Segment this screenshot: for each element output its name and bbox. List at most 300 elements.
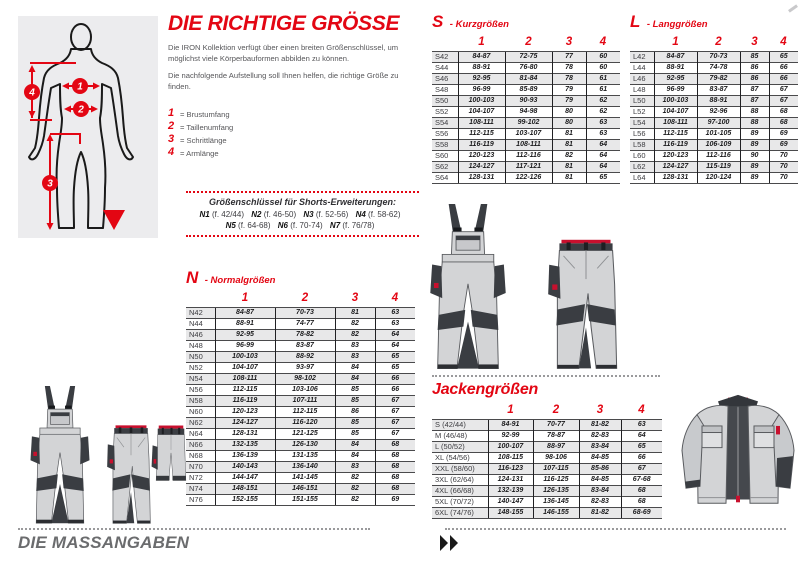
size-value: 78 — [552, 73, 586, 84]
column-header: 4 — [780, 36, 787, 48]
column-header: 1 — [241, 292, 249, 304]
size-value: 64 — [586, 150, 620, 161]
size-row-label: L46 — [630, 73, 654, 84]
size-value: 100-103 — [654, 95, 697, 106]
size-value: 132-139 — [488, 485, 533, 496]
size-value: 63 — [586, 117, 620, 128]
size-value: 67 — [375, 395, 415, 406]
table-row — [186, 417, 415, 428]
table-row — [186, 373, 415, 384]
shorts-key-code: N4 — [355, 209, 366, 219]
table-row — [432, 419, 662, 430]
table-name: - Langgrößen — [646, 19, 708, 30]
size-value: 116-125 — [533, 474, 579, 485]
size-value: 84-87 — [458, 51, 505, 62]
size-row-label: S46 — [432, 73, 458, 84]
intro-section — [168, 12, 424, 160]
separator-line — [445, 528, 786, 530]
shorts-key-range: (f. 46-50) — [263, 209, 297, 219]
size-value: 124-127 — [458, 161, 505, 172]
size-value: 86 — [740, 62, 769, 73]
size-value: 78 — [552, 62, 586, 73]
legend-item — [168, 147, 424, 160]
table-letter: S — [432, 12, 444, 31]
size-value: 121-125 — [275, 428, 335, 439]
jackengroessen-table-slot — [432, 404, 662, 519]
size-value: 96-99 — [654, 84, 697, 95]
column-header: 2 — [525, 36, 532, 48]
table-corner — [630, 36, 654, 51]
size-value: 81-84 — [505, 73, 552, 84]
shorts-key-range: (f. 76/78) — [342, 221, 375, 230]
table-row — [432, 150, 620, 161]
size-value: 63 — [586, 128, 620, 139]
size-value: 140-143 — [215, 461, 275, 472]
size-value: 116-120 — [275, 417, 335, 428]
shorts-key-line — [188, 210, 417, 219]
table-row — [630, 106, 798, 117]
legend-item — [168, 108, 424, 121]
table-row — [186, 340, 415, 351]
shorts-key-range: (f. 42/44) — [211, 209, 244, 219]
size-value: 97-100 — [697, 117, 740, 128]
size-row-label: N50 — [186, 351, 215, 362]
shorts-key-line — [188, 221, 417, 230]
size-value: 60 — [586, 51, 620, 62]
size-value: 66 — [375, 373, 415, 384]
size-value: 88-91 — [697, 95, 740, 106]
size-value: 76-80 — [505, 62, 552, 73]
intro-paragraph-2: Die nachfolgende Aufstellung soll Ihnen helfen, die richtige Größe zu finden. — [168, 71, 399, 91]
size-value: 62 — [586, 95, 620, 106]
size-value: 67 — [769, 84, 798, 95]
size-value: 83 — [335, 461, 375, 472]
double-arrow-icon — [438, 535, 462, 551]
size-row-label: S48 — [432, 84, 458, 95]
kurzgroessen-table-slot — [432, 36, 620, 184]
size-value: 122-126 — [505, 172, 552, 183]
size-value: 126-135 — [533, 485, 579, 496]
legend-label: = Schrittlänge — [180, 136, 227, 145]
size-value: 88-91 — [215, 318, 275, 329]
column-header: 1 — [507, 404, 514, 416]
jacken-table — [432, 404, 662, 519]
size-value: 86 — [740, 73, 769, 84]
table-row — [432, 441, 662, 452]
table-row — [186, 318, 415, 329]
size-value: 74-78 — [697, 62, 740, 73]
size-value: 140-147 — [488, 496, 533, 507]
table-row — [186, 461, 415, 472]
size-value: 82 — [552, 150, 586, 161]
size-value: 85-86 — [579, 463, 621, 474]
size-value: 67 — [375, 417, 415, 428]
table-row — [432, 117, 620, 128]
measurement-legend — [168, 108, 424, 160]
size-value: 69 — [769, 139, 798, 150]
size-value: 124-127 — [654, 161, 697, 172]
table-row — [630, 128, 798, 139]
table-row — [186, 362, 415, 373]
size-value: 68 — [769, 117, 798, 128]
size-row-label: L54 — [630, 117, 654, 128]
legend-label: = Brustumfang — [180, 110, 230, 119]
size-value: 68 — [375, 461, 415, 472]
langgroessen-title — [630, 12, 798, 32]
size-value: 70-73 — [275, 307, 335, 318]
size-value: 88-92 — [275, 351, 335, 362]
size-value: 107-111 — [275, 395, 335, 406]
size-row-label: N60 — [186, 406, 215, 417]
size-value: 141-145 — [275, 472, 335, 483]
table-row — [630, 161, 798, 172]
size-value: 60 — [586, 62, 620, 73]
table-row — [432, 73, 620, 84]
size-row-label: L42 — [630, 51, 654, 62]
size-value: 116-119 — [458, 139, 505, 150]
size-row-label: N64 — [186, 428, 215, 439]
size-value: 61 — [586, 84, 620, 95]
size-value: 100-103 — [215, 351, 275, 362]
size-value: 68-69 — [621, 507, 662, 518]
separator-line — [18, 528, 370, 530]
size-value: 67 — [375, 406, 415, 417]
legend-number: 1 — [168, 107, 175, 119]
size-value: 84 — [335, 373, 375, 384]
table-row — [186, 351, 415, 362]
shorts-key-code: N2 — [251, 209, 262, 219]
size-value: 81 — [552, 128, 586, 139]
size-value: 63 — [375, 307, 415, 318]
size-row-label: S58 — [432, 139, 458, 150]
size-value: 66 — [375, 384, 415, 395]
size-value: 83 — [335, 340, 375, 351]
size-value: 88-91 — [654, 62, 697, 73]
size-value: 74-77 — [275, 318, 335, 329]
size-value: 128-131 — [215, 428, 275, 439]
size-row-label: N44 — [186, 318, 215, 329]
size-value: 87 — [740, 84, 769, 95]
size-value: 146-155 — [533, 507, 579, 518]
size-value: 83 — [335, 351, 375, 362]
size-value: 99-102 — [505, 117, 552, 128]
column-header: 3 — [596, 404, 604, 416]
size-row-label: L62 — [630, 161, 654, 172]
shorts-key-code: N6 — [277, 221, 288, 230]
size-value: 120-123 — [654, 150, 697, 161]
size-row-label: L44 — [630, 62, 654, 73]
table-row — [432, 95, 620, 106]
size-value: 82 — [335, 329, 375, 340]
size-row-label: S54 — [432, 117, 458, 128]
svg-text:3: 3 — [47, 178, 53, 190]
table-row — [432, 485, 662, 496]
size-row-label: N56 — [186, 384, 215, 395]
table-row — [186, 494, 415, 505]
size-value: 63 — [621, 419, 662, 430]
column-header: 3 — [751, 36, 758, 48]
shorts-key-title: Größenschlüssel für Shorts-Erweiterungen: — [208, 197, 397, 207]
size-row-label: S44 — [432, 62, 458, 73]
size-value: 96-99 — [458, 84, 505, 95]
size-row-label: S56 — [432, 128, 458, 139]
size-value: 120-123 — [458, 150, 505, 161]
column-header: 4 — [599, 36, 607, 48]
table-name: - Normalgrößen — [204, 275, 276, 286]
size-value: 88-91 — [458, 62, 505, 73]
size-value: 86 — [335, 406, 375, 417]
size-value: 84-87 — [215, 307, 275, 318]
table-row — [630, 150, 798, 161]
size-value: 144-147 — [215, 472, 275, 483]
size-row-label: 3XL (62/64) — [432, 474, 488, 485]
table-row — [432, 62, 620, 73]
table-row — [432, 106, 620, 117]
size-value: 62 — [586, 106, 620, 117]
size-value: 64 — [586, 161, 620, 172]
size-value: 64 — [586, 139, 620, 150]
table-name: - Kurzgrößen — [449, 19, 509, 30]
size-value: 84 — [335, 439, 375, 450]
size-row-label: XL (54/56) — [432, 452, 488, 463]
size-value: 68 — [769, 106, 798, 117]
shorts-key-code: N3 — [303, 209, 314, 219]
table-row — [432, 452, 662, 463]
table-row — [630, 172, 798, 183]
size-row-label: N72 — [186, 472, 215, 483]
size-value: 69 — [375, 494, 415, 505]
table-row — [432, 161, 620, 172]
bib-overall-small-image — [24, 386, 96, 526]
size-value: 100-107 — [488, 441, 533, 452]
size-value: 82 — [335, 318, 375, 329]
size-row-label: N74 — [186, 483, 215, 494]
size-value: 61 — [586, 73, 620, 84]
size-value: 81 — [552, 139, 586, 150]
size-value: 117-121 — [505, 161, 552, 172]
body-silhouette-illustration — [18, 16, 158, 238]
lang-table — [630, 36, 798, 184]
size-value: 104-107 — [654, 106, 697, 117]
size-value: 72-75 — [505, 51, 552, 62]
size-value: 70-73 — [697, 51, 740, 62]
size-row-label: S (42/44) — [432, 419, 488, 430]
size-row-label: L56 — [630, 128, 654, 139]
shorts-key-range: (f. 64-68) — [238, 221, 271, 230]
size-row-label: N62 — [186, 417, 215, 428]
table-corner — [432, 404, 488, 419]
size-value: 68 — [375, 483, 415, 494]
size-value: 84-85 — [579, 474, 621, 485]
size-value: 82-83 — [579, 496, 621, 507]
shorts-key-range: (f. 52-56) — [315, 209, 349, 219]
kurzgroessen-title — [432, 12, 620, 32]
column-header: 3 — [565, 36, 573, 48]
table-row — [186, 395, 415, 406]
size-row-label: N66 — [186, 439, 215, 450]
size-row-label: M (46/48) — [432, 430, 488, 441]
jackengroessen-title: Jackengrößen — [432, 381, 539, 398]
size-row-label: 5XL (70/72) — [432, 496, 488, 507]
size-row-label: N46 — [186, 329, 215, 340]
size-row-label: L64 — [630, 172, 654, 183]
shorts-size-key-box — [186, 191, 419, 237]
size-row-label: S64 — [432, 172, 458, 183]
size-row-label: S52 — [432, 106, 458, 117]
size-row-label: L50 — [630, 95, 654, 106]
normalgroessen-table-slot — [186, 292, 415, 506]
size-row-label: L60 — [630, 150, 654, 161]
size-value: 120-123 — [215, 406, 275, 417]
size-value: 88 — [740, 117, 769, 128]
size-value: 85 — [335, 428, 375, 439]
size-value: 83-87 — [275, 340, 335, 351]
size-value: 81-82 — [579, 507, 621, 518]
table-row — [432, 463, 662, 474]
size-value: 85 — [335, 395, 375, 406]
size-value: 69 — [769, 128, 798, 139]
size-value: 66 — [769, 73, 798, 84]
size-value: 148-151 — [215, 483, 275, 494]
size-value: 152-155 — [215, 494, 275, 505]
table-row — [186, 428, 415, 439]
table-row — [186, 406, 415, 417]
size-value: 79 — [552, 84, 586, 95]
size-value: 116-119 — [215, 395, 275, 406]
table-row — [432, 430, 662, 441]
size-row-label: S50 — [432, 95, 458, 106]
table-row — [630, 95, 798, 106]
size-value: 64 — [375, 340, 415, 351]
table-row — [432, 172, 620, 183]
size-row-label: N48 — [186, 340, 215, 351]
size-value: 81 — [552, 161, 586, 172]
size-value: 88-97 — [533, 441, 579, 452]
size-value: 116-123 — [488, 463, 533, 474]
size-value: 90-93 — [505, 95, 552, 106]
size-row-label: N42 — [186, 307, 215, 318]
size-row-label: N54 — [186, 373, 215, 384]
legend-label: = Taillenumfang — [180, 123, 234, 132]
size-value: 107-115 — [533, 463, 579, 474]
size-value: 65 — [621, 441, 662, 452]
legend-number: 3 — [168, 133, 175, 145]
size-row-label: N76 — [186, 494, 215, 505]
size-row-label: S62 — [432, 161, 458, 172]
table-row — [432, 139, 620, 150]
size-row-label: 4XL (66/68) — [432, 485, 488, 496]
size-value: 112-115 — [215, 384, 275, 395]
legend-item — [168, 121, 424, 134]
table-corner — [432, 36, 458, 51]
legend-number: 4 — [168, 146, 175, 158]
size-value: 83-87 — [697, 84, 740, 95]
size-value: 64 — [375, 329, 415, 340]
column-header: 3 — [351, 292, 359, 304]
kurzgroessen-section — [432, 12, 620, 184]
size-value: 112-116 — [505, 150, 552, 161]
column-header: 1 — [672, 36, 679, 48]
size-row-label: L52 — [630, 106, 654, 117]
size-value: 106-109 — [697, 139, 740, 150]
size-value: 87 — [740, 95, 769, 106]
size-value: 92-95 — [654, 73, 697, 84]
size-value: 93-97 — [275, 362, 335, 373]
table-row — [432, 496, 662, 507]
size-value: 67-68 — [621, 474, 662, 485]
page-title: DIE RICHTIGE GRÖSSE — [168, 12, 400, 35]
size-value: 82 — [335, 494, 375, 505]
size-value: 81-82 — [579, 419, 621, 430]
size-value: 89 — [740, 139, 769, 150]
size-value: 82 — [335, 472, 375, 483]
size-value: 92-99 — [488, 430, 533, 441]
size-value: 85-89 — [505, 84, 552, 95]
size-row-label: L (50/52) — [432, 441, 488, 452]
size-value: 103-106 — [275, 384, 335, 395]
size-value: 128-131 — [654, 172, 697, 183]
table-row — [186, 483, 415, 494]
size-value: 66 — [621, 452, 662, 463]
table-row — [186, 329, 415, 340]
size-row-label: N58 — [186, 395, 215, 406]
size-value: 68 — [375, 472, 415, 483]
size-value: 124-127 — [215, 417, 275, 428]
size-value: 108-111 — [505, 139, 552, 150]
size-value: 103-107 — [505, 128, 552, 139]
table-row — [630, 62, 798, 73]
column-header: 1 — [478, 36, 485, 48]
size-row-label: L48 — [630, 84, 654, 95]
size-value: 67 — [621, 463, 662, 474]
size-value: 70 — [769, 172, 798, 183]
size-row-label: S60 — [432, 150, 458, 161]
size-value: 78-82 — [275, 329, 335, 340]
size-value: 64 — [621, 430, 662, 441]
size-value: 89 — [740, 161, 769, 172]
size-value: 82-83 — [579, 430, 621, 441]
separator-line — [432, 375, 660, 377]
size-value: 65 — [375, 351, 415, 362]
jackengroessen-section — [432, 381, 662, 519]
size-value: 112-115 — [275, 406, 335, 417]
size-value: 131-135 — [275, 450, 335, 461]
size-row-label: XXL (58/60) — [432, 463, 488, 474]
size-value: 96-99 — [215, 340, 275, 351]
table-row — [432, 507, 662, 518]
size-value: 126-130 — [275, 439, 335, 450]
size-value: 104-107 — [215, 362, 275, 373]
size-row-label: 6XL (74/76) — [432, 507, 488, 518]
size-value: 112-116 — [697, 150, 740, 161]
normalgroessen-section — [186, 268, 415, 506]
work-trousers-image — [540, 238, 632, 372]
size-value: 65 — [375, 362, 415, 373]
size-value: 92-96 — [697, 106, 740, 117]
svg-text:1: 1 — [77, 81, 83, 93]
size-row-label: L58 — [630, 139, 654, 150]
shorts-key-code: N7 — [329, 221, 341, 230]
size-value: 85 — [335, 417, 375, 428]
size-value: 65 — [586, 172, 620, 183]
size-value: 84-87 — [654, 51, 697, 62]
size-value: 101-105 — [697, 128, 740, 139]
svg-text:2: 2 — [78, 104, 84, 116]
size-row-label: N70 — [186, 461, 215, 472]
size-value: 83-84 — [579, 441, 621, 452]
size-row-label: N52 — [186, 362, 215, 373]
size-value: 67 — [769, 95, 798, 106]
